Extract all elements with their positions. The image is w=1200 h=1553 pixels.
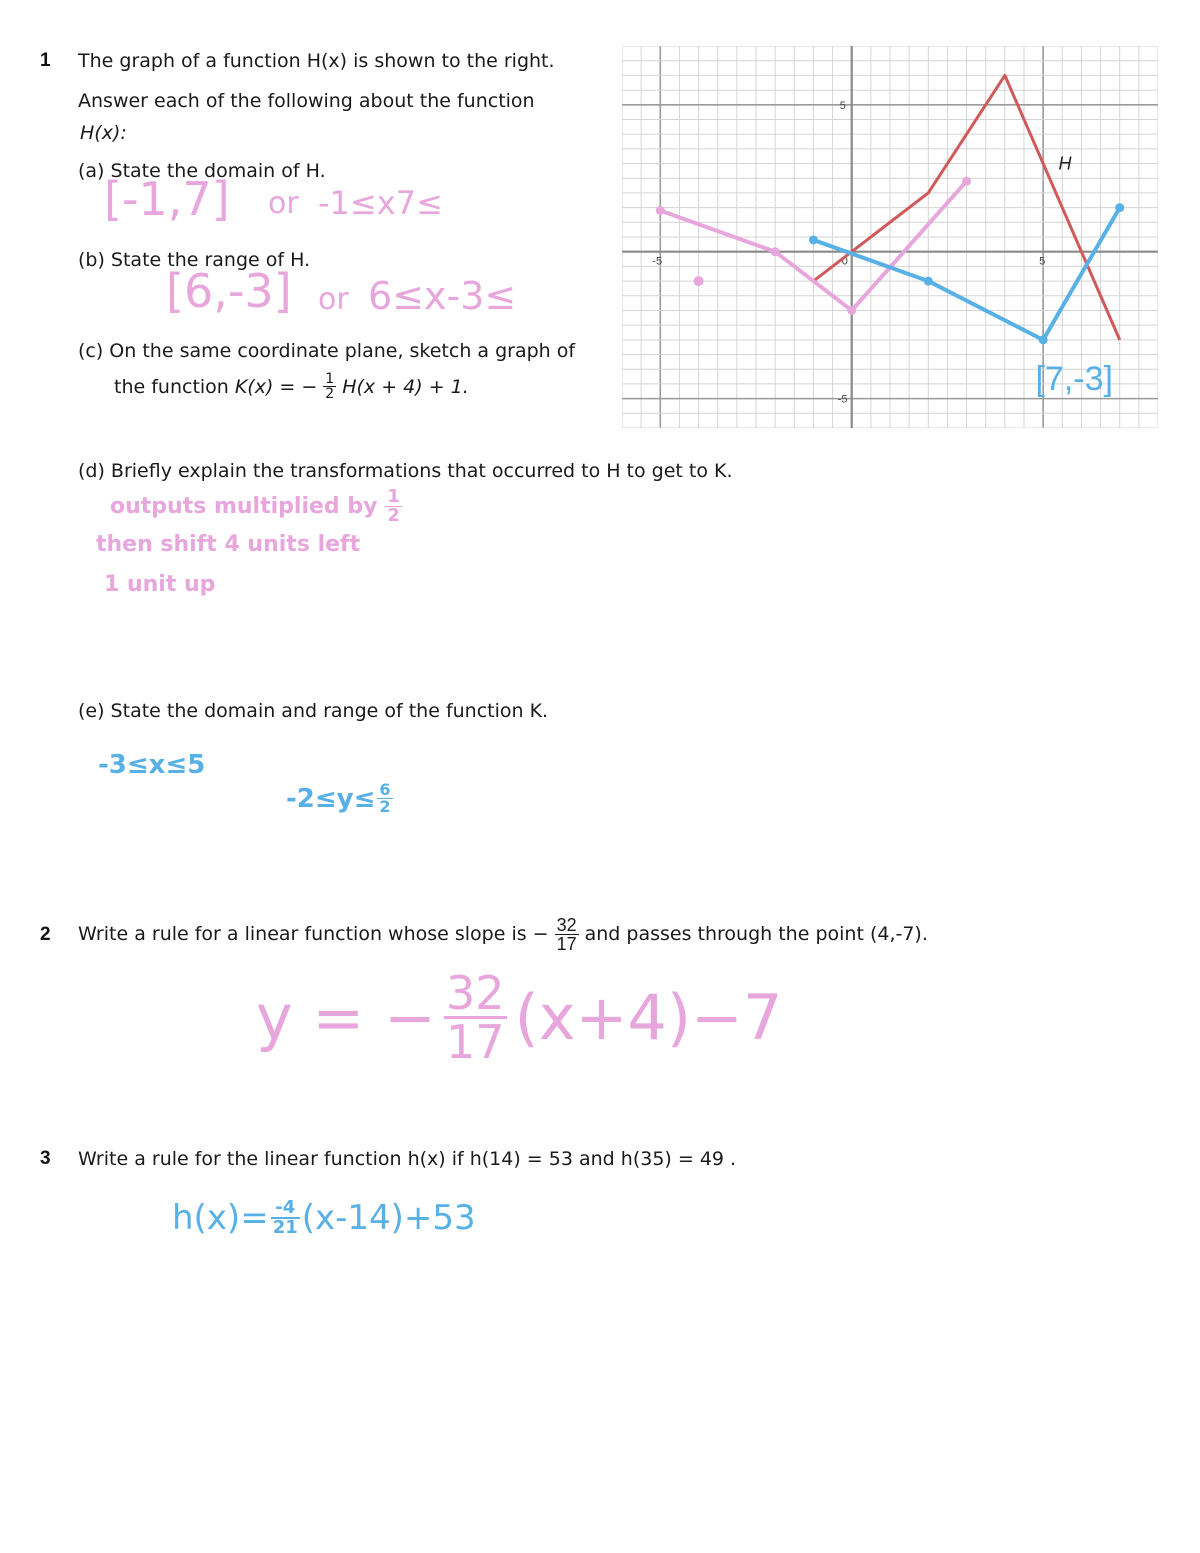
q3-prompt: Write a rule for the linear function h(x) if h(14) = 53 and h(35) = 49 . [78,1148,737,1170]
pink-isolated-point [694,276,704,286]
q1c-function-rest: H(x + 4) + 1. [342,375,469,398]
q2-prompt-tail: and passes through the point (4,-7). [584,923,928,945]
q1e-range-fraction [377,782,392,815]
q1a-answer-inequality: -1≤x7≤ [318,184,443,222]
q1c-frac-den: 2 [325,386,335,402]
pink-sketch-point [847,306,856,315]
q1e-range-lead: -2≤y≤ [286,783,376,814]
q2-slope-fraction [555,916,579,953]
blue-sketch-point [1115,203,1124,212]
q1c-function-name: K(x) = − [234,375,318,398]
q1-intro-line2: Answer each of the following about the function [78,90,535,112]
q1b-prompt: (b) State the range of H. [78,249,311,271]
q3-answer-tail: (x-14)+53 [301,1198,476,1238]
q1c-lead: the function [114,375,229,398]
endpoint-annotation: [7,-3] [1035,359,1113,398]
question-number-2: 2 [40,924,51,945]
tick-label-y-neg5: -5 [837,393,848,406]
tick-label-x-pos5: 5 [1039,255,1046,268]
q1d-answer-line2: then shift 4 units left [96,532,361,557]
q1d-frac-num: 1 [387,486,400,507]
q2-slope-den: 17 [556,933,577,954]
q1c-fraction [323,372,336,401]
q2-answer-lead: y = − [256,981,437,1054]
function-H-label: H [1058,153,1072,174]
q1b-answer-interval: [6,-3] [166,264,292,318]
blue-sketch-point [924,277,933,286]
q3-answer-lead: h(x)= [172,1198,269,1238]
q1c-frac-num: 1 [325,371,335,387]
pink-sketch-point [962,177,971,186]
function-graph [622,46,1158,428]
q2-answer-fraction [444,966,507,1069]
q1a-answer-or: or [268,186,299,221]
q3-answer-fraction [271,1199,300,1237]
q1c-prompt-line2 [114,372,469,401]
pink-sketch-point [771,247,780,256]
q2-prompt [78,908,928,960]
tick-label-y-pos5: 5 [839,99,846,112]
q1d-answer-fraction [385,488,402,525]
tick-label-x-0: 0 [841,255,848,268]
question-number-3: 3 [40,1148,51,1169]
q1e-domain-answer: -3≤x≤5 [98,750,206,780]
q1-intro-line3: H(x): [80,122,127,144]
q1d-answer-line1 [110,488,402,525]
q2-answer-den: 17 [446,1015,505,1069]
q3-answer-den: 21 [272,1217,298,1238]
q1d-frac-den: 2 [387,505,400,526]
q1a-prompt: (a) State the domain of H. [78,160,326,182]
q2-answer [256,966,783,1069]
blue-sketch-point [1039,335,1048,344]
q3-answer-num: -4 [271,1199,300,1219]
q1e-range-num: 6 [379,780,391,799]
q2-answer-tail: (x+4)−7 [514,981,783,1054]
q1-intro-line1: The graph of a function H(x) is shown to the right. [78,50,555,72]
q1d-prompt: (d) Briefly explain the transformations that occurred to H to get to K. [78,460,733,482]
q2-answer-num: 32 [446,966,505,1020]
q1c-prompt-line1: (c) On the same coordinate plane, sketch a graph of [78,340,576,362]
pink-sketch-point [656,206,665,215]
q1e-prompt: (e) State the domain and range of the function K. [78,700,549,722]
q1b-answer-or: or [318,282,349,317]
q2-prompt-lead: Write a rule for a linear function whose slope is − [78,923,549,945]
q1a-answer-interval: [-1,7] [104,172,230,226]
blue-sketch-point [809,235,818,244]
q1b-answer-inequality: 6≤x-3≤ [368,274,517,318]
tick-label-x-neg5: -5 [652,255,663,268]
q1d-answer-line3: 1 unit up [104,572,216,597]
q1e-range-answer [286,782,393,815]
q1e-range-den: 2 [379,797,391,816]
q2-slope-num: 32 [556,914,577,935]
q3-answer [172,1198,476,1238]
question-number-1: 1 [40,50,51,71]
q1d-answer-text1: outputs multiplied by [110,494,378,519]
